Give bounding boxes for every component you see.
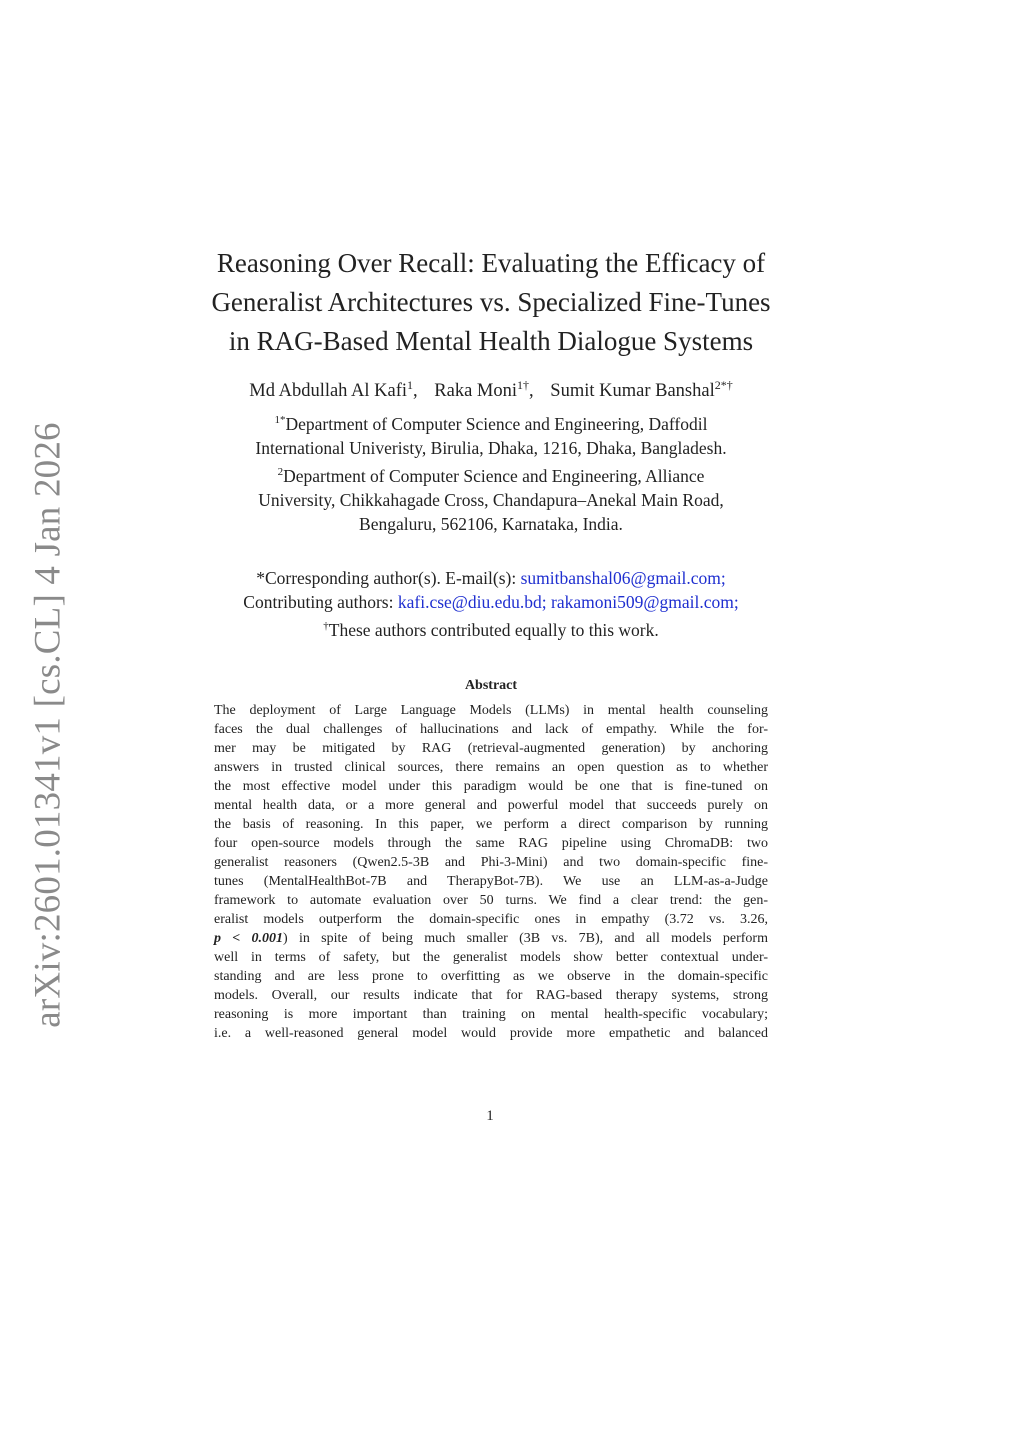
title-line: in RAG-Based Mental Health Dialogue Systems: [228, 326, 754, 357]
abstract-line: eralist models outperform the domain-specific ones in empathy (3.72 vs. 3.26,: [214, 912, 768, 927]
abstract-heading: Abstract: [464, 678, 518, 693]
abstract-line: the most effective model under this paradigm would be one that is fine-tuned on: [214, 779, 768, 794]
arxiv-identifier-stamp: arXiv:2601.01341v1 [cs.CL] 4 Jan 2026: [27, 422, 69, 1028]
author-affiliation-mark: 1†: [517, 378, 530, 392]
abstract-line: i.e. a well-reasoned general model would provide more empathetic and balanced: [214, 1026, 768, 1041]
affiliation-line: International Univeristy, Birulia, Dhaka, 1216, Dhaka, Bangladesh.: [255, 437, 727, 458]
correspondence-block: [140, 566, 842, 642]
abstract-line: four open-source models through the same RAG pipeline using ChromaDB: two: [214, 836, 768, 851]
p-value: p < 0.001: [214, 931, 284, 946]
author-affiliation-mark: 2*†: [714, 378, 733, 392]
affiliation-line: Bengaluru, 562106, Karnataka, India.: [359, 513, 623, 534]
abstract-body: [214, 701, 768, 1043]
contributing-email-link[interactable]: kafi.cse@diu.edu.bd;: [397, 592, 547, 612]
abstract-line: models. Overall, our results indicate that for RAG-based therapy systems, strong: [214, 988, 768, 1003]
author-list: Md Abdullah Al Kafi$^1$, Raka Moni$^{1\dagger}$, Sumit Kumar Banshal$^{2*\dagger}$: [249, 378, 733, 402]
abstract-line: well in terms of safety, but the generalist models show better contextual under-: [214, 950, 768, 965]
equal-contribution-note: †These authors contributed equally to this work.: [323, 619, 659, 640]
abstract-line: the basis of reasoning. In this paper, we perform a direct comparison by running: [214, 817, 768, 832]
abstract-line: framework to automate evaluation over 50 turns. We find a clear trend: the gen-: [214, 893, 768, 908]
paper-title: [140, 244, 842, 361]
abstract-line: The deployment of Large Language Models (LLMs) in mental health counseling: [214, 703, 768, 718]
abstract-line: reasoning is more important than training on mental health-specific vocabulary;: [214, 1007, 768, 1022]
title-line: Reasoning Over Recall: Evaluating the Efficacy of: [216, 248, 766, 279]
author-name: Sumit Kumar Banshal: [550, 381, 715, 402]
abstract-line: generalist reasoners (Qwen2.5-3B and Phi-3-Mini) and two domain-specific fine-: [214, 855, 768, 870]
corresponding-author-line: *Corresponding author(s). E-mail(s): sumitbanshal06@gmail.com;: [256, 568, 726, 588]
abstract-line: answers in trusted clinical sources, there remains an open question as to whether: [214, 760, 768, 775]
abstract-line: faces the dual challenges of hallucinations and lack of empathy. While the for-: [214, 722, 768, 737]
affiliation-line: $^2$Department of Computer Science and Engineering, Alliance: [277, 465, 705, 486]
author-name: Md Abdullah Al Kafi: [249, 381, 408, 402]
abstract-line: mer may be mitigated by RAG (retrieval-augmented generation) by anchoring: [214, 741, 768, 756]
author-name: Raka Moni: [434, 381, 518, 402]
abstract-line: standing and are less prone to overfitting as we observe in the domain-specific: [214, 969, 768, 984]
title-line: Generalist Architectures vs. Specialized Fine-Tunes: [211, 287, 771, 318]
affiliation-line: $^{1*}$Department of Computer Science and Engineering, Daffodil: [274, 413, 708, 434]
abstract-line: tunes (MentalHealthBot-7B and TherapyBot-7B). We use an LLM-as-a-Judge: [214, 874, 768, 889]
affiliation-mark: 1*: [274, 414, 286, 426]
contributing-email-link[interactable]: rakamoni509@gmail.com;: [551, 592, 739, 612]
abstract-line: p < 0.001) in spite of being much smaller (3B vs. 7B), and all models perform: [214, 931, 768, 946]
affiliation-mark: 2: [277, 465, 284, 478]
page-number: 1: [486, 1108, 494, 1124]
affiliations: [140, 408, 842, 536]
contributing-authors-line: Contributing authors: kafi.cse@diu.edu.bd; rakamoni509@gmail.com;: [243, 592, 739, 612]
abstract-line: mental health data, or a more general and powerful model that succeeds purely on: [214, 798, 768, 813]
corresponding-email-link[interactable]: sumitbanshal06@gmail.com;: [520, 568, 726, 588]
affiliation-line: University, Chikkahagade Cross, Chandapura–Anekal Main Road,: [258, 489, 724, 510]
author-affiliation-mark: 1: [407, 378, 414, 392]
